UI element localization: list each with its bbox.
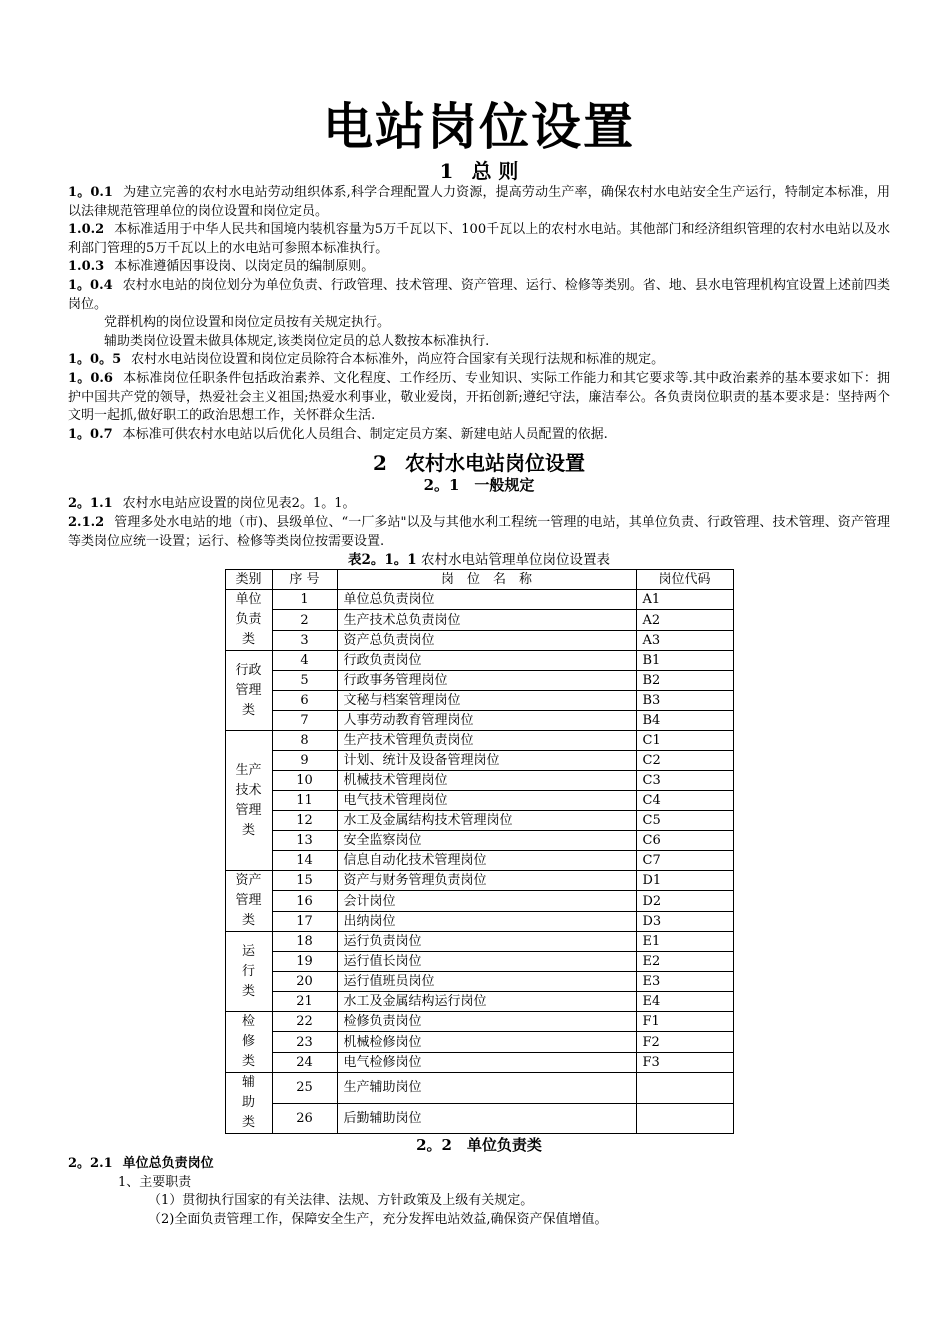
table-row xyxy=(225,871,733,891)
table-row xyxy=(225,1032,733,1052)
clause-number: 1。0.4 xyxy=(68,277,113,293)
clause-number: 1。0.6 xyxy=(68,370,113,386)
name-cell: 资产与财务管理负责岗位 xyxy=(337,871,636,891)
table-caption xyxy=(68,551,890,569)
name-cell: 运行负责岗位 xyxy=(337,932,636,952)
clause-number: 2。1.1 xyxy=(68,496,113,512)
category-cell: 辅 助 类 xyxy=(225,1073,272,1134)
code-cell: D2 xyxy=(636,891,733,911)
name-cell: 生产辅助岗位 xyxy=(337,1073,636,1104)
seq-cell: 9 xyxy=(272,751,337,771)
header-code: 岗位代码 xyxy=(636,570,733,590)
table-row xyxy=(225,1073,733,1104)
code-cell: C6 xyxy=(636,831,733,851)
header-name: 岗 位 名 称 xyxy=(337,570,636,590)
table-row xyxy=(225,811,733,831)
table-row xyxy=(225,771,733,791)
paragraph-text: 本标准遵循因事设岗、以岗定员的编制原则。 xyxy=(114,259,375,275)
clause-number: 1。0.7 xyxy=(68,426,113,442)
table-caption-text: 农村水电站管理单位岗位设置表 xyxy=(420,552,610,569)
name-cell: 安全监察岗位 xyxy=(337,831,636,851)
paragraph xyxy=(68,221,890,258)
code-cell: C3 xyxy=(636,771,733,791)
name-cell: 生产技术管理负责岗位 xyxy=(337,731,636,751)
table-row xyxy=(225,992,733,1012)
code-cell: C1 xyxy=(636,731,733,751)
seq-cell: 10 xyxy=(272,771,337,791)
name-cell: 电气技术管理岗位 xyxy=(337,791,636,811)
section-1-number: 1 xyxy=(439,159,454,183)
table-row xyxy=(225,972,733,992)
section-2-heading xyxy=(68,450,890,476)
category-cell: 生产 技术 管理 类 xyxy=(225,731,272,871)
table-body xyxy=(225,590,733,1134)
paragraph-text: 农村水电站岗位设置和岗位定员除符合本标准外，尚应符合国家有关现行法规和标准的规定。 xyxy=(131,352,665,368)
paragraph-text: 本标准岗位任职条件包括政治素养、文化程度、工作经历、专业知识、实际工作能力和其它要求等.其中政治素养的基本要求如下：拥护中国共产党的领导，热爱社会主义祖国;热爱水利事业，敬业爱岗，开拓创新;遵纪守法，廉洁奉公。各负责岗位职责的基本要求是：坚持两个文明一起抓,做好职工的政治思想工作，关怀群众生活. xyxy=(68,370,890,424)
section-1-heading xyxy=(68,158,890,184)
code-cell: C5 xyxy=(636,811,733,831)
subsection-2-1-heading: 2。1 一般规定 xyxy=(423,476,535,495)
clause-number: 1.0.3 xyxy=(68,259,105,275)
code-cell: C7 xyxy=(636,851,733,871)
section-2-title: 农村水电站岗位设置 xyxy=(404,451,585,476)
paragraph xyxy=(68,351,890,370)
seq-cell: 8 xyxy=(272,731,337,751)
duty-list xyxy=(68,1192,890,1229)
seq-cell: 15 xyxy=(272,871,337,891)
header-category: 类别 xyxy=(225,570,272,590)
code-cell: A1 xyxy=(636,590,733,610)
paragraph xyxy=(68,184,890,221)
code-cell: B4 xyxy=(636,711,733,731)
name-cell: 人事劳动教育管理岗位 xyxy=(337,711,636,731)
seq-cell: 17 xyxy=(272,911,337,931)
name-cell: 单位总负责岗位 xyxy=(337,590,636,610)
seq-cell: 25 xyxy=(272,1073,337,1104)
clause-number: 1。0.1 xyxy=(68,185,113,200)
name-cell: 运行值长岗位 xyxy=(337,952,636,972)
name-cell: 机械检修岗位 xyxy=(337,1032,636,1052)
category-cell: 检 修 类 xyxy=(225,1012,272,1073)
name-cell: 出纳岗位 xyxy=(337,911,636,931)
code-cell: E4 xyxy=(636,992,733,1012)
code-cell: E3 xyxy=(636,972,733,992)
code-cell: A2 xyxy=(636,610,733,630)
code-cell: D1 xyxy=(636,871,733,891)
paragraph-text: 农村水电站的岗位划分为单位负责、行政管理、技术管理、资产管理、运行、检修等类别。省、地、县水电管理机构宜设置上述前四类岗位。 xyxy=(68,277,890,312)
name-cell: 资产总负责岗位 xyxy=(337,630,636,650)
code-cell: D3 xyxy=(636,911,733,931)
name-cell: 电气检修岗位 xyxy=(337,1052,636,1072)
name-cell: 文秘与档案管理岗位 xyxy=(337,691,636,711)
seq-cell: 6 xyxy=(272,691,337,711)
seq-cell: 2 xyxy=(272,610,337,630)
category-cell: 行政 管理 类 xyxy=(225,651,272,731)
table-row xyxy=(225,1012,733,1032)
position-table xyxy=(225,569,734,1134)
name-cell: 行政事务管理岗位 xyxy=(337,671,636,691)
paragraph xyxy=(68,514,890,551)
code-cell: B1 xyxy=(636,651,733,671)
seq-cell: 18 xyxy=(272,932,337,952)
table-row xyxy=(225,651,733,671)
section-2-body xyxy=(68,495,890,551)
seq-cell: 11 xyxy=(272,791,337,811)
table-row xyxy=(225,932,733,952)
table-row xyxy=(225,851,733,871)
clause-title: 单位总负责岗位 xyxy=(122,1156,214,1172)
table-row xyxy=(225,1103,733,1134)
section-1-body xyxy=(68,184,890,444)
code-cell xyxy=(636,1103,733,1134)
document-page xyxy=(68,96,890,1229)
clause-number: 1.0.2 xyxy=(68,222,105,238)
code-cell: F3 xyxy=(636,1052,733,1072)
clause-number: 2。2.1 xyxy=(68,1156,113,1172)
seq-cell: 13 xyxy=(272,831,337,851)
category-cell: 单位 负责 类 xyxy=(225,590,272,651)
paragraph xyxy=(68,370,890,426)
subsection-2-2-heading: 2。2 单位负责类 xyxy=(416,1136,542,1155)
table-row xyxy=(225,610,733,630)
seq-cell: 14 xyxy=(272,851,337,871)
table-row xyxy=(225,671,733,691)
code-cell: B3 xyxy=(636,691,733,711)
code-cell: C2 xyxy=(636,751,733,771)
duty-heading: 1、主要职责 xyxy=(118,1174,192,1190)
paragraph xyxy=(68,277,890,314)
seq-cell: 20 xyxy=(272,972,337,992)
table-row xyxy=(225,891,733,911)
code-cell xyxy=(636,1073,733,1104)
paragraph-text: 管理多处水电站的地（市)、县级单位、“一厂多站"以及与其他水利工程统一管理的电站，其单位负责、行政管理、技术管理、资产管理等类岗位应统一设置；运行、检修等类岗位按需要设置. xyxy=(68,514,890,549)
paragraph xyxy=(68,258,890,277)
paragraph xyxy=(68,495,890,514)
clause-2-2-1 xyxy=(68,1155,890,1174)
paragraph xyxy=(68,314,890,333)
paragraph-text: 本标准适用于中华人民共和国境内装机容量为5万千瓦以下、100千瓦以上的农村水电站。其他部门和经济组织管理的农村水电站以及水利部门管理的5万千瓦以上的水电站可参照本标准执行。 xyxy=(68,222,890,256)
paragraph xyxy=(68,426,890,445)
paragraph-text: 本标准可供农村水电站以后优化人员组合、制定定员方案、新建电站人员配置的依据. xyxy=(122,426,608,442)
code-cell: E1 xyxy=(636,932,733,952)
table-row xyxy=(225,952,733,972)
name-cell: 生产技术总负责岗位 xyxy=(337,610,636,630)
clause-number: 2.1.2 xyxy=(68,514,105,530)
table-row xyxy=(225,911,733,931)
code-cell: F2 xyxy=(636,1032,733,1052)
name-cell: 水工及金属结构运行岗位 xyxy=(337,992,636,1012)
section-1-title: 总 则 xyxy=(471,159,519,183)
seq-cell: 12 xyxy=(272,811,337,831)
code-cell: E2 xyxy=(636,952,733,972)
name-cell: 信息自动化技术管理岗位 xyxy=(337,851,636,871)
seq-cell: 21 xyxy=(272,992,337,1012)
table-row xyxy=(225,791,733,811)
table-row xyxy=(225,691,733,711)
seq-cell: 1 xyxy=(272,590,337,610)
duty-item: （1）贯彻执行国家的有关法律、法规、方针政策及上级有关规定。 xyxy=(148,1193,534,1209)
code-cell: F1 xyxy=(636,1012,733,1032)
paragraph xyxy=(68,333,890,352)
paragraph-text: 辅助类岗位设置未做具体规定,该类岗位定员的总人数按本标准执行. xyxy=(104,333,490,349)
table-caption-number: 表2。1。1 xyxy=(348,552,417,569)
table-row xyxy=(225,630,733,650)
paragraph-text: 为建立完善的农村水电站劳动组织体系,科学合理配置人力资源，提高劳动生产率，确保农村水电站安全生产运行，特制定本标准，用以法律规范管理单位的岗位设置和岗位定员。 xyxy=(68,185,890,219)
seq-cell: 4 xyxy=(272,651,337,671)
name-cell: 检修负责岗位 xyxy=(337,1012,636,1032)
seq-cell: 16 xyxy=(272,891,337,911)
seq-cell: 22 xyxy=(272,1012,337,1032)
header-seq: 序 号 xyxy=(272,570,337,590)
name-cell: 机械技术管理岗位 xyxy=(337,771,636,791)
seq-cell: 5 xyxy=(272,671,337,691)
seq-cell: 26 xyxy=(272,1103,337,1134)
paragraph-text: 党群机构的岗位设置和岗位定员按有关规定执行。 xyxy=(104,315,391,331)
name-cell: 行政负责岗位 xyxy=(337,651,636,671)
clause-number: 1。0。5 xyxy=(68,352,122,368)
table-row xyxy=(225,590,733,610)
table-row xyxy=(225,731,733,751)
table-row xyxy=(225,831,733,851)
section-2-number: 2 xyxy=(373,451,387,476)
seq-cell: 23 xyxy=(272,1032,337,1052)
name-cell: 运行值班员岗位 xyxy=(337,972,636,992)
seq-cell: 7 xyxy=(272,711,337,731)
category-cell: 资产 管理 类 xyxy=(225,871,272,932)
table-row xyxy=(225,711,733,731)
paragraph-text: 农村水电站应设置的岗位见表2。1。1。 xyxy=(122,496,356,512)
category-cell: 运 行 类 xyxy=(225,932,272,1012)
seq-cell: 24 xyxy=(272,1052,337,1072)
seq-cell: 3 xyxy=(272,630,337,650)
table-header-row xyxy=(225,570,733,590)
name-cell: 后勤辅助岗位 xyxy=(337,1103,636,1134)
table-row xyxy=(225,751,733,771)
code-cell: B2 xyxy=(636,671,733,691)
table-row xyxy=(225,1052,733,1072)
name-cell: 水工及金属结构技术管理岗位 xyxy=(337,811,636,831)
code-cell: A3 xyxy=(636,630,733,650)
seq-cell: 19 xyxy=(272,952,337,972)
code-cell: C4 xyxy=(636,791,733,811)
name-cell: 计划、统计及设备管理岗位 xyxy=(337,751,636,771)
name-cell: 会计岗位 xyxy=(337,891,636,911)
document-title: 电站岗位设置 xyxy=(323,98,635,156)
duty-item: （2)全面负责管理工作，保障安全生产，充分发挥电站效益,确保资产保值增值。 xyxy=(148,1211,608,1227)
